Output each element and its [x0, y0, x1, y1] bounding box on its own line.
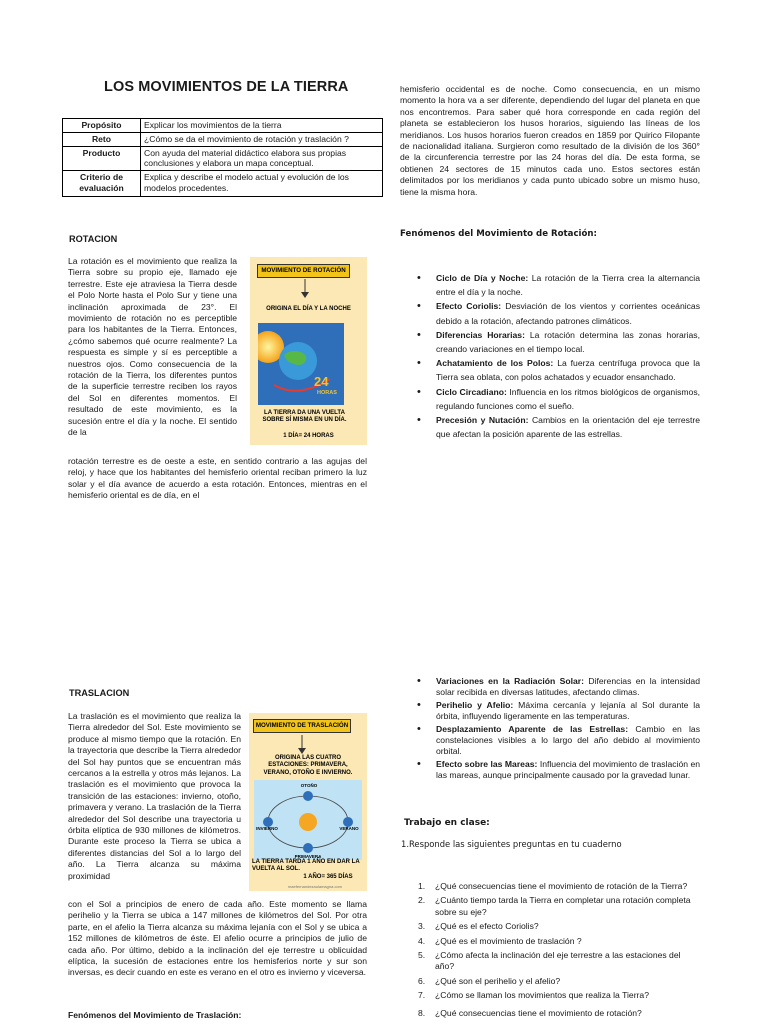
translation-phenomena-list — [415, 676, 700, 782]
arrow-down-icon — [295, 735, 309, 755]
table-row — [63, 132, 383, 146]
arrow-down-icon — [298, 279, 312, 299]
phenomenon-term: Achatamiento de los Polos: — [436, 358, 554, 369]
phenomenon-term: Efecto Coriolis: — [436, 301, 502, 312]
verano-label: VERANO — [339, 826, 359, 831]
translation-figure-subtitle: ORIGINA LAS CUATRO ESTACIONES: PRIMAVERA, VERANO, OTOÑO E INVIERNO. — [263, 755, 353, 776]
rotation-figure-caption: LA TIERRA DA UNA VUELTA SOBRE SÍ MISMA EN UN DÍA. — [262, 410, 347, 424]
table-key: Reto — [63, 132, 141, 146]
translation-figure-watermark: maefernandezaulamagna.com — [287, 884, 343, 889]
list-item — [415, 385, 700, 413]
phenomenon-desc: La rotación determina las zonas horarias, creando variaciones en el tiempo local. — [436, 329, 700, 355]
traslacion-heading: TRASLACION — [69, 688, 130, 698]
rotacion-text: La rotación es el movimiento que realiza la Tierra sobre su propio eje, llamado eje terrestre. Este eje atraviesa la Tierra desde el Polo Norte hasta el Polo Sur y tiene una inclinación aproximada de 23°. El movimiento de rotación no es perceptible para los habitantes de la Tierra. Entonces, ¿cómo sabemos qué ocurre realmente? La respuesta es simple y sí es perceptible a nuestros ojos. Como consecuencia de la rotación de la Tierra, los diferentes puntos de la superficie terrestre reciben los rayos del Sol en diferentes momentos. El resultado de este movimiento, es la sucesión entre el día y la noche. El sentido de la — [68, 256, 237, 438]
phenomenon-term: Efecto sobre las Mareas: — [436, 758, 538, 769]
phenomenon-term: Ciclo de Día y Noche: — [436, 273, 529, 283]
meta-table — [62, 118, 383, 197]
list-item — [415, 759, 700, 782]
phenomenon-term: Precesión y Nutación: — [436, 415, 529, 426]
list-item — [415, 724, 700, 758]
translation-figure-badge: MOVIMIENTO DE TRASLACIÓN — [253, 719, 351, 733]
questions-list — [418, 881, 700, 1022]
rotation-figure-subtitle: ORIGINA EL DÍA Y LA NOCHE — [266, 306, 351, 312]
question-number: 8. — [418, 1007, 426, 1018]
table-value: Explicar los movimientos de la tierra — [141, 119, 383, 133]
question-text: ¿Qué son el perihelio y el afelio? — [435, 975, 561, 986]
list-item — [418, 936, 700, 947]
phenomenon-desc: La rotación de la Tierra crea la alternancia entre el día y la noche. — [436, 273, 700, 298]
phenomenon-desc: Cambio en las constelaciones visibles a lo largo del año debido al movimiento orbital. — [436, 723, 701, 757]
question-number: 6. — [418, 975, 426, 986]
table-row — [63, 171, 383, 197]
question-number: 7. — [418, 990, 426, 1001]
phenomenon-desc: La fuerza centrífuga provoca que la Tierra sea oblata, con polos achatados y ecuador ensanchado. — [436, 358, 701, 383]
list-item — [418, 990, 700, 1001]
traslacion-text: La traslación es el movimiento que realiza la Tierra alrededor del Sol. Este movimiento se produce al mismo tiempo que la rotación. En la trayectoria que describe la Tierra alrededor del Sol hay puntos que se encuentran más cercanos a la estrella y otros más lejanos. La traslación es el movimiento que provoca la transición de las estaciones: invierno, otoño, primavera y verano. La traslación de la Tierra alrededor del Sol describe una trayectoria u órbita elíptica de 930 millones de kilómetros. Durante este proceso la Tierra se ubica a diferentes distancias del Sol a lo largo del año. La Tierra alcanza su máxima proximidad — [68, 711, 241, 881]
phenomenon-desc: Diferencias en la intensidad solar recibida en diversas latitudes, afectando climas. — [436, 676, 700, 698]
list-item — [418, 976, 700, 987]
table-key: Propósito — [63, 119, 141, 133]
rotation-figure-hours: 24 — [314, 374, 329, 389]
table-key: Criterio de evaluación — [63, 171, 141, 197]
table-value: Explica y describe el modelo actual y evolución de los modelos procedentes. — [141, 171, 383, 197]
phenomenon-term: Desplazamiento Aparente de las Estrellas: — [436, 723, 629, 734]
question-text: ¿Qué es el movimiento de traslación ? — [435, 935, 582, 946]
question-number: 5. — [418, 950, 426, 961]
rotation-figure-footer: 1 DÍA= 24 HORAS — [283, 433, 334, 439]
phenomenon-desc: Máxima cercanía y lejanía al Sol durante la órbita, influyendo ligeramente en las temperaturas. — [436, 699, 700, 722]
translation-figure-image — [254, 780, 362, 860]
huso-paragraph: hemisferio occidental es de noche. Como consecuencia, en un mismo momento la hora va a ser diferente, dependiendo del lugar del planeta en que nos encontremos. Para saber qué hora corresponde en cada región del planeta se establecieron los husos horarios, siguiendo las líneas de los meridianos. Los husos horarios fueron creados en 1859 por Quirico Filopante de nacionalidad italiana. Surgieron como resultado de la división de los 360° de la circunferencia terrestre por las 24 horas del día. De esta forma, se obtienen 24 sectores de 15 minutos cada uno. Estos sectores están delimitados por los meridianos y cada punto ubicado sobre un mismo huso, tiene la misma hora. — [400, 84, 700, 197]
phenomenon-desc: Influencia del movimiento de traslación en las mareas, aunque principalmente causado por la gravedad lunar. — [436, 758, 701, 781]
list-item — [415, 271, 700, 299]
question-text: ¿Qué consecuencias tiene el movimiento de rotación de la Tierra? — [435, 881, 688, 891]
translation-figure-footer: 1 AÑO= 365 DÍAS — [303, 874, 353, 880]
phenomenon-term: Variaciones en la Radiación Solar: — [436, 676, 584, 686]
list-item — [418, 1008, 700, 1019]
question-number: 3. — [418, 921, 426, 932]
table-value: Con ayuda del material didáctico elabora sus propias conclusiones y elabora un mapa conceptual. — [141, 146, 383, 171]
table-row — [63, 146, 383, 171]
rotation-phenomena-list — [415, 271, 700, 441]
list-item — [418, 921, 700, 932]
list-item — [415, 299, 700, 327]
otono-label: OTOÑO — [300, 783, 318, 788]
phenomenon-desc: Influencia en los ritmos biológicos de organismos, regulando funciones como el sueño. — [436, 386, 701, 411]
list-item — [415, 700, 700, 723]
orbit-icon — [254, 780, 362, 860]
translation-phenomena-heading: Fenómenos del Movimiento de Traslación: — [68, 1010, 242, 1020]
work-instruction: 1.Responde las siguientes preguntas en tu cuaderno — [401, 839, 622, 849]
rotation-phenomena-heading: Fenómenos del Movimiento de Rotación: — [400, 229, 597, 239]
page-title: LOS MOVIMIENTOS DE LA TIERRA — [104, 79, 349, 95]
question-number: 4. — [418, 935, 426, 946]
rotation-figure — [250, 257, 367, 445]
phenomenon-desc: Cambios en la orientación del eje terrestre que afectan la posición aparente de las estrellas. — [436, 415, 701, 440]
list-item — [415, 676, 700, 699]
rotacion-text-continued: rotación terrestre es de oeste a este, en sentido contrario a las agujas del reloj, y hace que los habitantes del hemisferio oriental reciban primero la luz solar y el día avance de acuerdo a esta rotación. Entonces, mientras en el hemisferio oriental es de día, en el — [68, 456, 367, 501]
list-item — [415, 413, 700, 441]
work-heading: Trabajo en clase: — [404, 818, 490, 828]
table-value: ¿Cómo se da el movimiento de rotación y traslación ? — [141, 132, 383, 146]
rotation-figure-image — [258, 323, 344, 405]
list-item — [418, 881, 700, 892]
phenomenon-term: Diferencias Horarias: — [436, 329, 525, 340]
list-item — [418, 895, 700, 918]
primavera-label: PRIMAVERA — [294, 854, 322, 859]
translation-figure-caption: LA TIERRA TARDA 1 AÑO EN DAR LA VUELTA AL SOL. — [252, 859, 360, 873]
phenomenon-term: Ciclo Circadiano: — [436, 386, 507, 397]
list-item — [415, 356, 700, 384]
table-key: Producto — [63, 146, 141, 171]
rotation-figure-badge: MOVIMIENTO DE ROTACIÓN — [257, 264, 350, 278]
question-text: ¿Qué consecuencias tiene el movimiento de rotación? — [435, 1007, 642, 1018]
question-number: 1. — [418, 881, 426, 891]
list-item — [415, 328, 700, 356]
question-number: 2. — [418, 895, 426, 906]
table-row — [63, 119, 383, 133]
translation-figure — [249, 713, 367, 891]
question-text: ¿Cómo afecta la inclinación del eje terrestre a las estaciones del año? — [435, 950, 681, 972]
phenomenon-desc: Desviación de los vientos y corrientes oceánicas debido a la rotación, afectando patrones climáticos. — [436, 301, 701, 326]
traslacion-text-continued: con el Sol a principios de enero de cada año. Este momento se llama perihelio y la Tierra se ubica a 147 millones de kilómetros del Sol. Por otra parte, en el afelio la Tierra alcanza su máxima lejanía con el Sol y se ubica a 152 millones de kilómetros de éste. El afelio ocurre a principios de julio de cada año. Por último, debido a la inclinación del eje terrestre u oblicuidad elíptica, la sucesión de estaciones entre los hemisferios norte y sur son inversas, es decir cuando en este es verano en el otro es invierno y viceversa. — [68, 899, 367, 978]
list-item — [418, 950, 700, 973]
phenomenon-term: Perihelio y Afelio: — [436, 699, 514, 710]
question-text: ¿Cómo se llaman los movimientos que realiza la Tierra? — [435, 990, 649, 1001]
rotacion-heading: ROTACION — [69, 234, 118, 244]
rotation-figure-hours-label: HORAS — [317, 390, 337, 396]
question-text: ¿Cuánto tiempo tarda la Tierra en completar una rotación completa sobre su eje? — [435, 895, 691, 917]
invierno-label: INVIERNO — [256, 826, 278, 831]
question-text: ¿Qué es el efecto Coriolis? — [435, 921, 539, 932]
